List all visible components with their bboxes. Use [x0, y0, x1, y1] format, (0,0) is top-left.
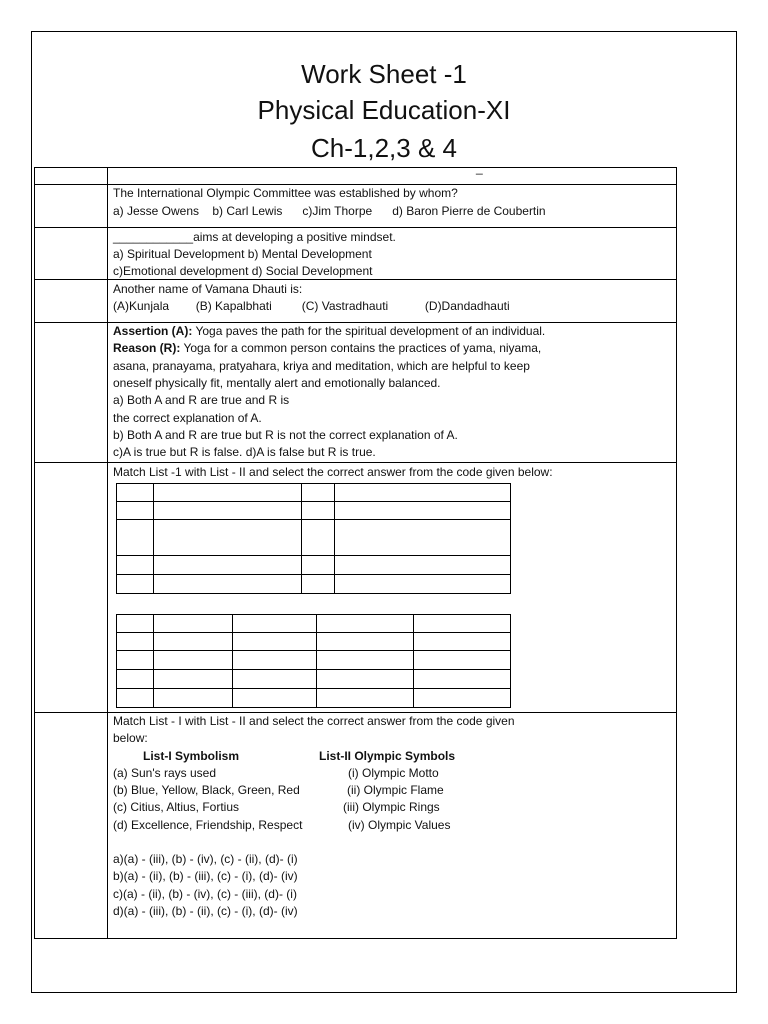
table-cell — [233, 615, 317, 633]
list1-item: (d) Excellence, Friendship, Respect — [113, 818, 303, 832]
list2-item: (iv) Olympic Values — [348, 818, 451, 832]
answer-code-table — [116, 614, 511, 708]
table-cell — [302, 575, 335, 594]
table-cell — [317, 633, 414, 651]
table-cell — [317, 615, 414, 633]
subject-title: Physical Education-XI — [257, 95, 511, 125]
table-cell — [414, 633, 511, 651]
table-cell — [414, 670, 511, 689]
q2-blank: ____________ — [113, 230, 194, 244]
q2-option-line-2: c)Emotional development d) Social Development — [113, 264, 373, 278]
table-cell — [233, 670, 317, 689]
table-cell — [302, 556, 335, 575]
table-cell — [317, 651, 414, 670]
q6-instruction-1: Match List - I with List - II and select the correct answer from the code given — [113, 714, 515, 728]
list2-item: (i) Olympic Motto — [348, 766, 439, 780]
table-cell — [302, 520, 335, 556]
list1-item: (b) Blue, Yellow, Black, Green, Red — [113, 783, 300, 797]
q4-option-b: b) Both A and R are true but R is not the correct explanation of A. — [113, 428, 458, 442]
table-cell — [154, 520, 302, 556]
table-cell — [302, 484, 335, 502]
assertion-text: Yoga paves the path for the spiritual development of an individual. — [192, 324, 546, 338]
q3-question: Another name of Vamana Dhauti is: — [113, 282, 303, 296]
table-cell — [117, 556, 154, 575]
q1-options: a) Jesse Owens b) Carl Lewis c)Jim Thorpe d) Baron Pierre de Coubertin — [113, 204, 546, 218]
table-cell — [154, 670, 233, 689]
q4-option-a-2: the correct explanation of A. — [113, 411, 262, 425]
header-mark: _ — [476, 161, 483, 175]
table-cell — [154, 689, 233, 708]
table-cell — [302, 502, 335, 520]
table-cell — [233, 633, 317, 651]
table-cell — [117, 502, 154, 520]
table-cell — [117, 484, 154, 502]
table-cell — [154, 615, 233, 633]
list1-item: (a) Sun's rays used — [113, 766, 217, 780]
list2-header: List-II Olympic Symbols — [319, 749, 456, 763]
row-divider — [34, 462, 677, 463]
table-cell — [117, 615, 154, 633]
q4-reason — [113, 340, 541, 357]
q4-line-4: oneself physically fit, mentally alert and emotionally balanced. — [113, 376, 441, 390]
table-cell — [335, 556, 511, 575]
table-cell — [233, 689, 317, 708]
table-cell — [317, 689, 414, 708]
table-cell — [117, 651, 154, 670]
table-cell — [154, 484, 302, 502]
q4-line-3: asana, pranayama, pratyahara, kriya and meditation, which are helpful to keep — [113, 359, 530, 373]
q6-option: a)(a) - (iii), (b) - (iv), (c) - (ii), (d)- (i) — [113, 852, 298, 866]
q2-question — [113, 229, 396, 246]
table-cell — [335, 520, 511, 556]
table-cell — [154, 651, 233, 670]
list1-header: List-I Symbolism — [143, 749, 240, 763]
table-cell — [154, 556, 302, 575]
q6-option: c)(a) - (ii), (b) - (iv), (c) - (iii), (d)- (i) — [113, 887, 297, 901]
reason-label: Reason (R): — [113, 341, 181, 355]
table-cell — [414, 615, 511, 633]
table-cell — [317, 670, 414, 689]
q4-option-a-1: a) Both A and R are true and R is — [113, 393, 290, 407]
table-cell — [154, 502, 302, 520]
worksheet-title: Work Sheet -1 — [301, 59, 467, 89]
list2-item: (ii) Olympic Flame — [347, 783, 444, 797]
assertion-label: Assertion (A): — [113, 324, 193, 338]
list2-item: (iii) Olympic Rings — [343, 800, 440, 814]
reason-text: Yoga for a common person contains the practices of yama, niyama, — [180, 341, 542, 355]
table-cell — [117, 670, 154, 689]
table-cell — [117, 575, 154, 594]
table-cell — [414, 689, 511, 708]
table-cell — [117, 520, 154, 556]
table-cell — [414, 651, 511, 670]
q5-instruction: Match List -1 with List - II and select the correct answer from the code given below: — [113, 465, 553, 479]
q6-option: d)(a) - (iii), (b) - (ii), (c) - (i), (d)- (iv) — [113, 904, 298, 918]
table-cell — [335, 575, 511, 594]
list1-item: (c) Citius, Altius, Fortius — [113, 800, 240, 814]
table-cell — [335, 484, 511, 502]
row-divider — [34, 227, 677, 228]
table-cell — [233, 651, 317, 670]
q6-instruction-2: below: — [113, 731, 148, 745]
q4-assertion — [113, 323, 545, 340]
table-cell — [117, 633, 154, 651]
q3-options: (A)Kunjala (B) Kapalbhati (C) Vastradhauti (D)Dandadhauti — [113, 299, 510, 313]
table-cell — [154, 633, 233, 651]
match-list-table — [116, 483, 511, 594]
table-cell — [154, 575, 302, 594]
q2-text: aims at developing a positive mindset. — [193, 230, 396, 244]
q6-option: b)(a) - (ii), (b) - (iii), (c) - (i), (d)- (iv) — [113, 869, 298, 883]
q4-option-cd: c)A is true but R is false. d)A is false but R is true. — [113, 445, 376, 459]
number-column-divider — [107, 167, 108, 939]
q1-question: The International Olympic Committee was established by whom? — [113, 186, 458, 200]
table-cell — [335, 502, 511, 520]
q2-option-line-1: a) Spiritual Development b) Mental Development — [113, 247, 372, 261]
chapter-title: Ch-1,2,3 & 4 — [311, 133, 457, 163]
table-cell — [117, 689, 154, 708]
